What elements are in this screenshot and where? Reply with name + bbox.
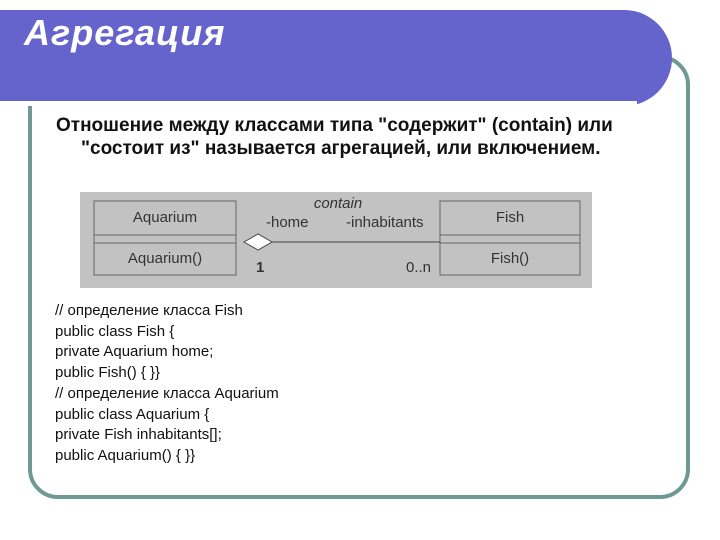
left-role: -home xyxy=(266,214,309,231)
code-line: private Aquarium home; xyxy=(55,343,214,361)
code-line: private Fish inhabitants[]; xyxy=(55,426,222,444)
code-line: // определение класса Fish xyxy=(55,302,243,319)
class-box-fish xyxy=(440,201,580,275)
code-line: public Fish() { }} xyxy=(55,364,161,382)
code-listing xyxy=(55,301,279,467)
association-name: contain xyxy=(313,195,363,212)
uml-diagram xyxy=(80,192,592,288)
definition-paragraph: Отношение между классами типа "содержит" (contain) или "состоит из" называется агрегацией, или включением. xyxy=(56,115,613,159)
fish-class-name: Fish xyxy=(495,209,525,226)
aquarium-constructor: Aquarium() xyxy=(127,250,203,267)
fish-constructor: Fish() xyxy=(490,250,530,267)
class-box-aquarium xyxy=(94,201,236,275)
title-underline xyxy=(0,101,637,106)
right-multiplicity: 0..n xyxy=(406,259,432,276)
code-line: public Aquarium() { }} xyxy=(55,446,196,464)
code-line: // определение класса Aquarium xyxy=(55,384,279,402)
code-line: public class Aquarium { xyxy=(55,405,210,423)
slide-title: Агрегация xyxy=(24,12,226,53)
right-role: -inhabitants xyxy=(346,214,424,231)
code-line: public class Fish { xyxy=(55,322,175,340)
aquarium-class-name: Aquarium xyxy=(132,209,198,226)
left-multiplicity: 1 xyxy=(256,259,265,276)
